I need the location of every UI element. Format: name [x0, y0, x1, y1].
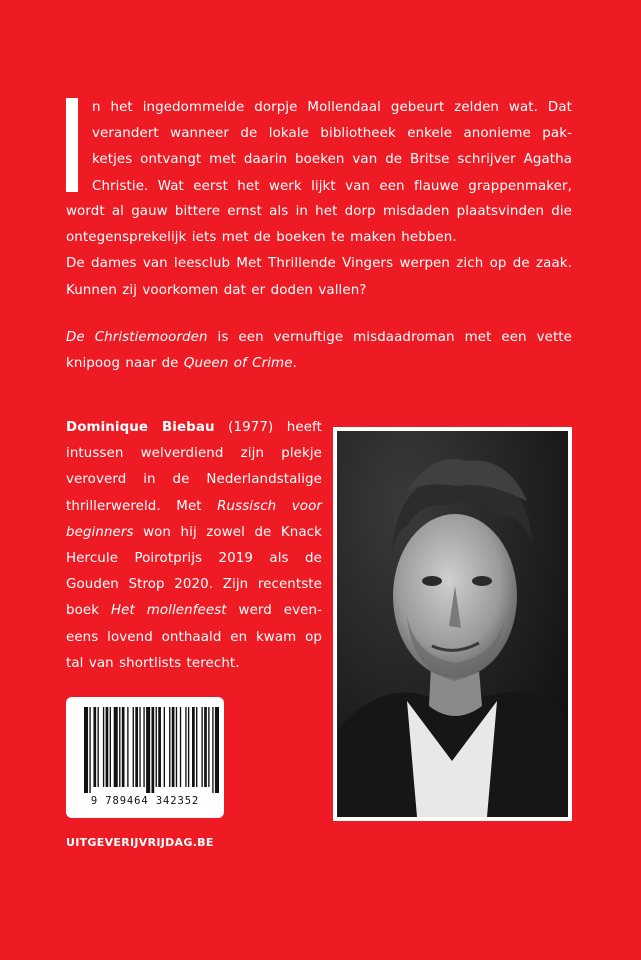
tagline-text-3: . [292, 356, 297, 372]
author-bio [66, 415, 322, 677]
tagline-text-2: knipoog naar de [66, 356, 184, 372]
barcode-bar [119, 707, 120, 787]
bio-book-1b: beginners [66, 524, 134, 540]
barcode-bar [201, 707, 202, 787]
barcode-bar [114, 707, 118, 787]
bio-line-1 [66, 415, 322, 441]
barcode-bar [164, 707, 165, 787]
drop-cap-letter-i [66, 98, 78, 192]
barcode-bar [135, 707, 138, 787]
barcode-bar [103, 707, 104, 787]
barcode-bar [180, 707, 181, 787]
barcode-bar [89, 707, 90, 793]
intro-line-8: Kunnen zij voorkomen dat er doden vallen? [66, 282, 367, 298]
barcode-bar [133, 707, 134, 787]
barcode-bar [176, 707, 177, 787]
bio-line-2: intussen welverdiend zijn plekje [66, 446, 322, 462]
intro-line-6: ontegensprekelijk iets met de boeken te maken hebben. [66, 230, 457, 246]
barcode-bar [143, 707, 144, 787]
bio-text-8b: werd even- [226, 603, 323, 619]
intro-paragraph [92, 95, 572, 200]
barcode-bars [66, 697, 224, 797]
barcode-bar [204, 707, 207, 787]
intro-line-2: verandert wanneer de lokale bibliotheek enkele anonieme pak- [92, 126, 572, 142]
author-photo-frame [333, 427, 572, 821]
barcode-bar [139, 707, 140, 787]
bio-text-1: (1977) heeft [214, 420, 322, 435]
bio-line-8 [66, 598, 322, 624]
intro-line-4: Christie. Wat eerst het werk lijkt van een flauwe grappenmaker, [92, 178, 572, 194]
publisher-website[interactable]: UITGEVERIJVRIJDAG.BE [66, 836, 214, 849]
barcode-bar [188, 707, 189, 787]
barcode-bar [152, 707, 155, 793]
intro-line-5: wordt al gauw bittere ernst als in het dorp misdaden plaatsvinden die [66, 204, 572, 219]
barcode-bar [169, 707, 170, 787]
barcode-bar [146, 707, 150, 793]
barcode-bar [84, 707, 88, 793]
tagline-paragraph [66, 325, 572, 377]
bio-line-6: Hercule Poirotprijs 2019 als de [66, 550, 322, 566]
barcode-bar [196, 707, 197, 787]
barcode-bar [172, 707, 175, 787]
bio-text-8: boek [66, 603, 111, 619]
bio-line-3: veroverd in de Nederlandstalige [66, 472, 322, 488]
author-photo [337, 431, 568, 817]
bio-text-5: won hij zowel de Knack [133, 524, 322, 540]
bio-line-10: tal van shortlists terecht. [66, 655, 240, 671]
intro-line-7: De dames van leesclub Met Thrillende Vingers werpen zich op de zaak. [66, 256, 572, 272]
barcode-bar [122, 707, 125, 787]
tagline-line-1 [66, 325, 572, 351]
bio-text-4: thrillerwereld. Met [66, 498, 218, 514]
bio-book-2: Het mollenfeest [110, 603, 227, 619]
intro-paragraph-continued [66, 199, 572, 304]
bio-line-9: eens lovend onthaald en kwam op [66, 629, 322, 645]
isbn-digits: 9 789464 342352 [90, 795, 200, 807]
barcode-bar [93, 707, 96, 787]
barcode-bar [127, 707, 128, 787]
bio-line-5 [66, 520, 322, 546]
intro-line-1: n het ingedommelde dorpje Mollendaal gebeurt zelden wat. Dat [92, 100, 572, 115]
bio-line-7: Gouden Strop 2020. Zijn recentste [66, 577, 322, 593]
barcode [66, 697, 224, 818]
tagline-line-2 [66, 351, 572, 377]
bio-book-1a: Russisch voor [217, 498, 322, 514]
queen-of-crime: Queen of Crime [183, 356, 293, 372]
barcode-bar [185, 707, 186, 787]
bio-line-4 [66, 494, 322, 520]
barcode-bar [98, 707, 99, 787]
barcode-bar [212, 707, 213, 793]
barcode-bar [215, 707, 219, 793]
author-portrait-icon [337, 431, 568, 817]
barcode-bar [158, 707, 161, 787]
book-title: De Christiemoorden [66, 330, 208, 345]
tagline-text-1: is een vernuftige misdaadroman met een vette [207, 330, 572, 345]
barcode-bar [110, 707, 111, 787]
intro-line-3: ketjes ontvangt met daarin boeken van de Britse schrijver Agatha [92, 152, 572, 168]
barcode-bar [208, 707, 209, 787]
barcode-bar [156, 707, 157, 787]
barcode-bar [192, 707, 195, 787]
author-name: Dominique Biebau [66, 420, 215, 435]
barcode-bar [106, 707, 109, 787]
